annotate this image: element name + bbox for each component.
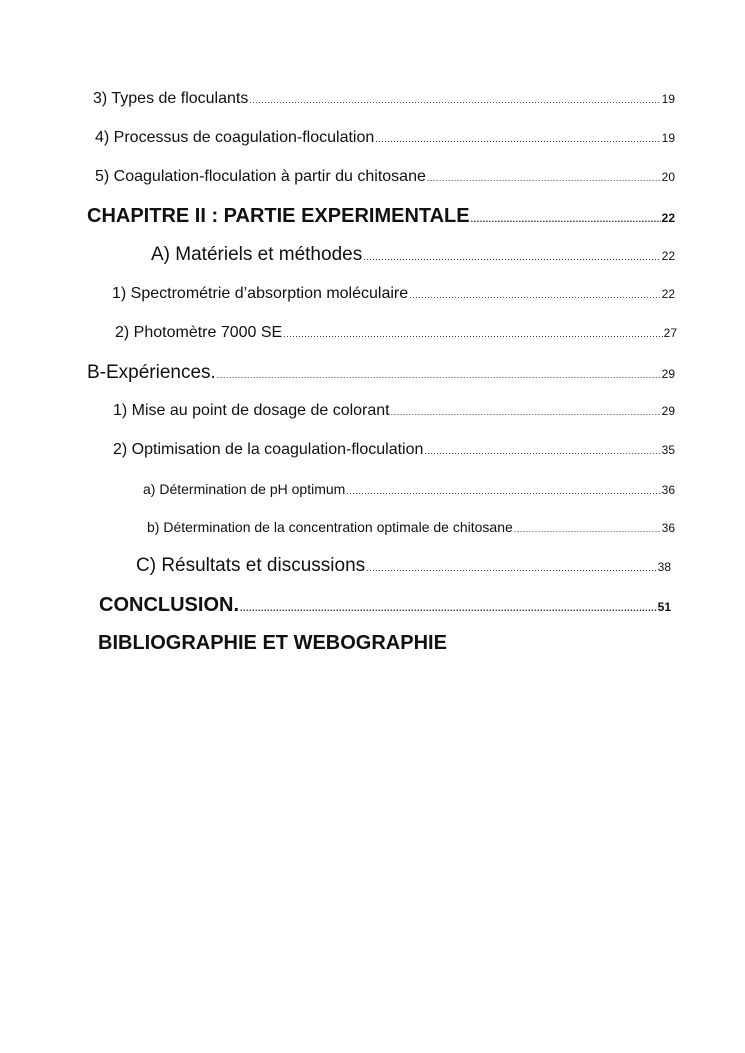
toc-entry-bibliographie <box>98 632 598 655</box>
toc-entry-experiences <box>87 362 675 384</box>
toc-entry-processus <box>95 129 675 147</box>
toc-leader-dots <box>514 525 661 534</box>
toc-page-number: 20 <box>661 170 675 184</box>
toc-leader-dots <box>240 604 657 613</box>
toc-label: CHAPITRE II : PARTIE EXPERIMENTALE <box>87 205 470 227</box>
toc-leader-dots <box>283 330 662 339</box>
toc-page-number: 27 <box>663 326 677 340</box>
toc-label: 2) Photomètre 7000 SE <box>115 324 283 341</box>
toc-leader-dots <box>391 408 661 417</box>
toc-label: B-Expériences. <box>87 362 216 383</box>
toc-entry-concentration <box>147 519 675 535</box>
toc-label: 2) Optimisation de la coagulation-floculation <box>113 441 424 458</box>
toc-page-number: 29 <box>661 367 675 381</box>
toc-entry-chapitre-2 <box>87 205 675 228</box>
toc-page-number: 36 <box>661 521 675 535</box>
toc-page-number: 36 <box>661 483 675 497</box>
toc-leader-dots <box>366 564 656 573</box>
toc-entry-optimisation <box>113 441 675 459</box>
toc-page-number: 35 <box>661 443 675 457</box>
toc-page-number: 22 <box>661 249 675 263</box>
toc-entry-resultats <box>136 555 671 577</box>
toc-label: A) Matériels et méthodes <box>151 244 363 265</box>
toc-label: b) Détermination de la concentration optimale de chitosane <box>147 519 513 535</box>
toc-leader-dots <box>217 371 661 380</box>
toc-label: 5) Coagulation-floculation à partir du chitosane <box>95 168 426 185</box>
toc-leader-dots <box>427 174 661 183</box>
toc-page-number: 19 <box>661 131 675 145</box>
toc-label: C) Résultats et discussions <box>136 555 366 576</box>
toc-leader-dots <box>471 215 661 224</box>
toc-entry-types-floculants <box>93 90 675 108</box>
toc-page-number: 29 <box>661 404 675 418</box>
toc-page-number: 38 <box>657 560 671 574</box>
toc-label: CONCLUSION. <box>99 594 239 616</box>
toc-label: BIBLIOGRAPHIE ET WEBOGRAPHIE <box>98 632 447 654</box>
toc-label: 4) Processus de coagulation-floculation <box>95 129 375 146</box>
toc-entry-ph-optimum <box>143 481 675 497</box>
toc-label: 3) Types de floculants <box>93 90 249 107</box>
toc-leader-dots <box>375 135 660 144</box>
toc-leader-dots <box>424 447 660 456</box>
toc-page-number: 22 <box>661 211 675 225</box>
toc-leader-dots <box>346 487 660 496</box>
toc-entry-chitosane <box>95 168 675 186</box>
toc-page-number: 22 <box>661 287 675 301</box>
toc-label: a) Détermination de pH optimum <box>143 481 346 497</box>
toc-leader-dots <box>249 96 660 105</box>
toc-entry-spectrometrie <box>112 285 675 303</box>
toc-page-number: 19 <box>661 92 675 106</box>
toc-entry-materiels <box>151 244 675 266</box>
toc-page-number: 51 <box>657 600 671 614</box>
toc-entry-dosage <box>113 402 675 420</box>
toc-label: 1) Mise au point de dosage de colorant <box>113 402 390 419</box>
toc-leader-dots <box>363 253 660 262</box>
toc-leader-dots <box>409 291 661 300</box>
toc-label: 1) Spectrométrie d’absorption moléculaire <box>112 285 409 302</box>
toc-entry-photometre <box>115 324 677 342</box>
toc-entry-conclusion <box>99 594 671 617</box>
